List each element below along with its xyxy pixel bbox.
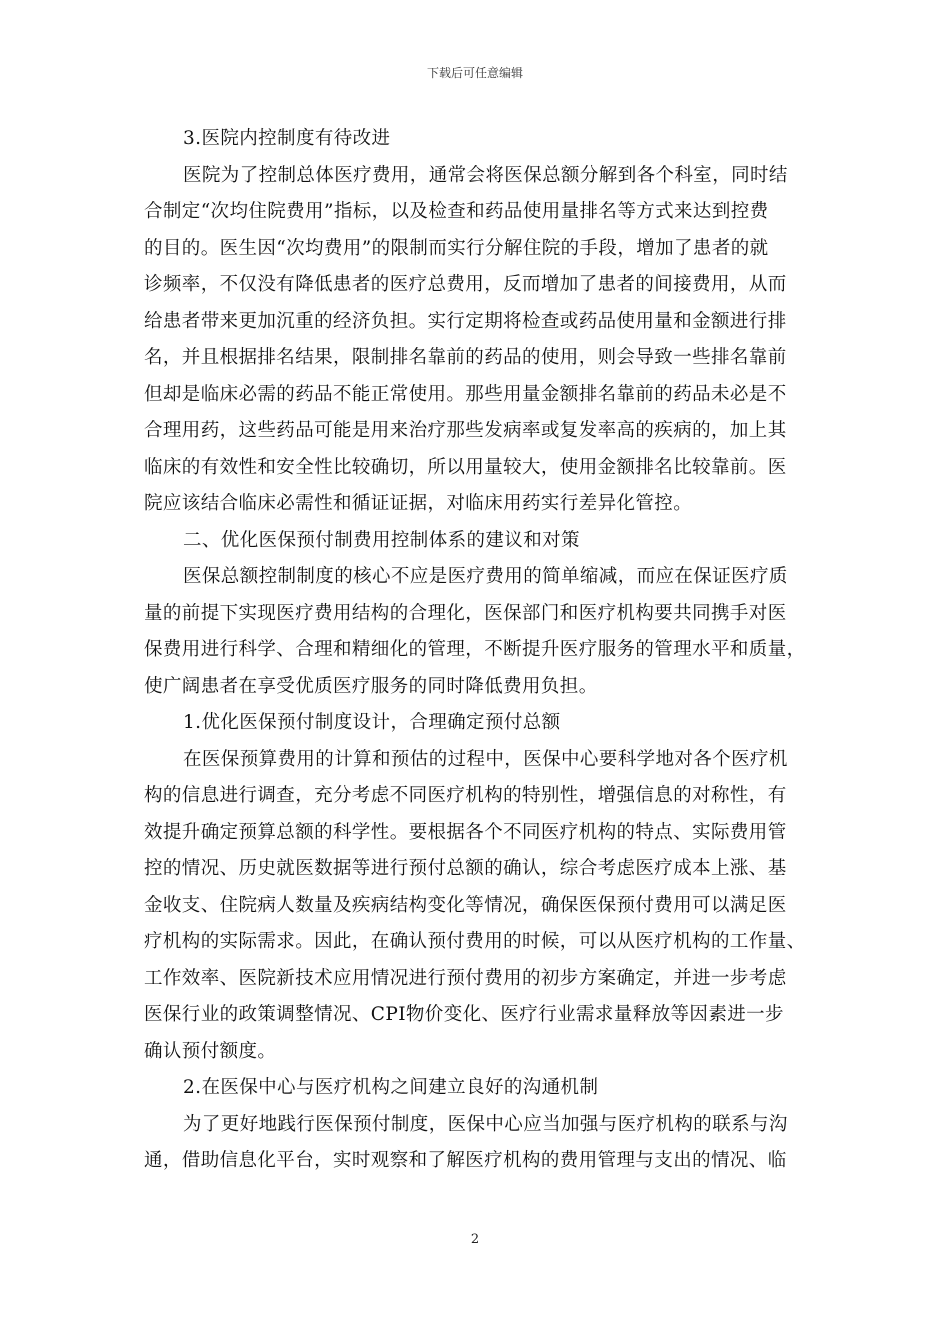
text-line: 院应该结合临床必需性和循证证据，对临床用药实行差异化管控。 (144, 493, 693, 514)
text-line: 的目的。医生因“次均费用”的限制而实行分解住院的手段，增加了患者的就 (144, 237, 769, 259)
text-line: 3.医院内控制度有待改进 (183, 128, 391, 149)
text-line: 疗机构的实际需求。因此，在确认预付费用的时候，可以从医疗机构的工作量、 (144, 931, 806, 952)
text-line: 通，借助信息化平台，实时观察和了解医疗机构的费用管理与支出的情况、临 (144, 1150, 787, 1171)
text-line: 合制定“次均住院费用”指标，以及检查和药品使用量排名等方式来达到控费 (144, 201, 769, 222)
text-line: 给患者带来更加沉重的经济负担。实行定期将检查或药品使用量和金额进行排 (144, 310, 787, 332)
text-line: 量的前提下实现医疗费用结构的合理化，医保部门和医疗机构要共同携手对医 (144, 602, 787, 624)
text-line: 1.优化医保预付制度设计，合理确定预付总额 (183, 712, 561, 733)
text-line: 医保总额控制制度的核心不应是医疗费用的简单缩减，而应在保证医疗质 (183, 566, 788, 587)
page-number: 2 (470, 1232, 480, 1247)
text-line: 工作效率、医院新技术应用情况进行预付费用的初步方案确定，并进一步考虑 (144, 967, 787, 989)
text-line: 医院为了控制总体医疗费用，通常会将医保总额分解到各个科室，同时结 (183, 164, 788, 186)
text-line: 名，并且根据排名结果，限制排名靠前的药品的使用，则会导致一些排名靠前 (144, 347, 787, 368)
text-line: 控的情况、历史就医数据等进行预付总额的确认，综合考虑医疗成本上涨、基 (144, 858, 787, 879)
page-header-note: 下载后可任意编辑 (426, 66, 523, 80)
text-line: 构的信息进行调查，充分考虑不同医疗机构的特别性，增强信息的对称性，有 (144, 785, 787, 806)
text-line: 诊频率，不仅没有降低患者的医疗总费用，反而增加了患者的间接费用，从而 (144, 274, 787, 295)
text-line: 为了更好地践行医保预付制度，医保中心应当加强与医疗机构的联系与沟 (183, 1113, 788, 1135)
text-line: 临床的有效性和安全性比较确切，所以用量较大，使用金额排名比较靠前。医 (144, 456, 787, 478)
text-line: 合理用药，这些药品可能是用来治疗那些发病率或复发率高的疾病的，加上其 (144, 420, 787, 441)
text-line: 二、优化医保预付制费用控制体系的建议和对策 (183, 529, 580, 551)
text-line: 2.在医保中心与医疗机构之间建立良好的沟通机制 (183, 1077, 599, 1098)
text-line: 金收支、住院病人数量及疾病结构变化等情况，确保医保预付费用可以满足医 (144, 894, 787, 916)
text-line: 效提升确定预算总额的科学性。要根据各个不同医疗机构的特点、实际费用管 (144, 821, 787, 843)
text-line: 确认预付额度。 (144, 1040, 277, 1062)
text-line: 保费用进行科学、合理和精细化的管理，不断提升医疗服务的管理水平和质量， (144, 639, 806, 660)
text-line: 但却是临床必需的药品不能正常使用。那些用量金额排名靠前的药品未必是不 (144, 383, 787, 405)
document-body (144, 121, 810, 1180)
text-line: 医保行业的政策调整情况、CPI物价变化、医疗行业需求量释放等因素进一步 (144, 1004, 784, 1025)
text-line: 使广阔患者在享受优质医疗服务的同时降低费用负担。 (144, 675, 598, 697)
text-line: 在医保预算费用的计算和预估的过程中，医保中心要科学地对各个医疗机 (183, 748, 788, 770)
